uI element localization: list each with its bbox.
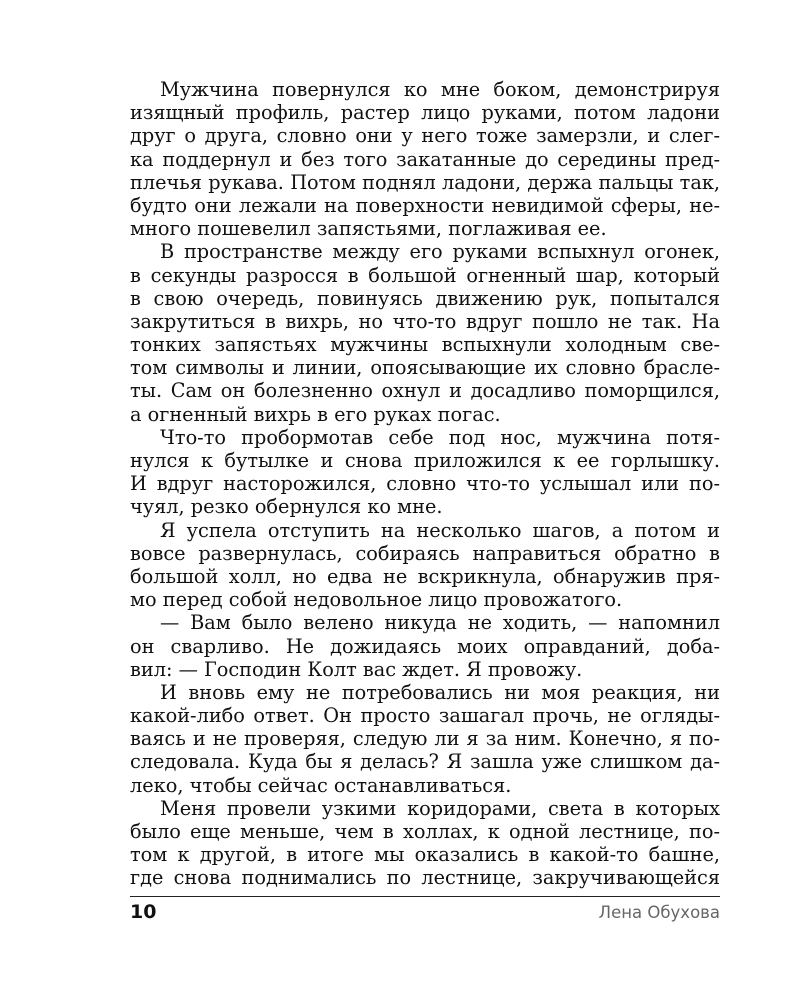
page-footer (130, 901, 720, 927)
paragraph (130, 681, 720, 797)
text-line: он сварливо. Не дожидаясь моих оправданий, доба- (130, 634, 720, 658)
text-line: И вновь ему не потребовались ни моя реакция, ни (160, 680, 720, 704)
text-line: Я успела отступить на несколько шагов, а потом и (160, 518, 720, 542)
running-footer-author: Лена Обухова (598, 903, 720, 922)
text-line: — Вам было велено никуда не ходить, — напомнил (160, 611, 720, 635)
text-line: следовала. Куда бы я делась? Я зашла уже слишком да- (130, 750, 720, 774)
text-line: чуял, резко обернулся ко мне. (130, 495, 443, 519)
text-line: И вдруг насторожился, словно что-то услышал или по- (130, 472, 720, 496)
text-line: изящный профиль, растер лицо руками, потом ладони (130, 101, 720, 125)
text-line: мо перед собой недовольное лицо провожатого. (130, 588, 623, 612)
text-line: вил: — Господин Колт вас ждет. Я провожу. (130, 657, 583, 681)
text-line: вовсе развернулась, собираясь направиться обратно в (130, 541, 720, 565)
text-line: том символы и линии, опоясывающие их словно брасле- (130, 356, 720, 380)
text-line: Меня провели узкими коридорами, света в которых (160, 796, 720, 820)
body-text (130, 78, 720, 890)
text-line: леко, чтобы сейчас останавливаться. (130, 773, 512, 797)
text-line: ты. Сам он болезненно охнул и досадливо поморщился, (130, 379, 720, 403)
text-line: В пространстве между его руками вспыхнул огонек, (160, 240, 720, 264)
paragraph (130, 611, 720, 681)
text-line: друг о друга, словно они у него тоже замерзли, и слег- (130, 124, 720, 148)
text-line: в секунды разросся в большой огненный шар, который (130, 263, 720, 287)
text-line: ваясь и не проверяя, следую ли я за ним. Конечно, я по- (130, 727, 720, 751)
text-line: где снова поднимались по лестнице, закручивающейся (130, 866, 720, 890)
text-line: тонких запястьях мужчины вспыхнули холодным све- (130, 333, 720, 357)
text-line: какой-либо ответ. Он просто зашагал прочь, не огляды- (130, 704, 720, 728)
text-line: много пошевелил запястьями, поглаживая ее. (130, 217, 607, 241)
paragraph (130, 240, 720, 426)
text-line: закрутиться в вихрь, но что-то вдруг пошло не так. На (130, 309, 720, 333)
paragraph (130, 78, 720, 240)
text-line: Что-то пробормотав себе под нос, мужчина потя- (160, 425, 720, 449)
text-line: большой холл, но едва не вскрикнула, обнаружив пря- (130, 564, 720, 588)
text-line: том к другой, в итоге мы оказались в какой-то башне, (130, 843, 720, 867)
text-line: плечья рукава. Потом поднял ладони, держа пальцы так, (130, 170, 720, 194)
paragraph (130, 426, 720, 519)
paragraph (130, 519, 720, 612)
text-line: а огненный вихрь в его руках погас. (130, 402, 501, 426)
text-line: было еще меньше, чем в холлах, к одной лестнице, по- (130, 820, 720, 843)
text-line: нулся к бутылке и снова приложился к ее горлышку. (130, 449, 720, 472)
footer-rule (130, 896, 720, 897)
page-number: 10 (130, 901, 157, 923)
text-line: Мужчина повернулся ко мне боком, демонстрируя (160, 78, 720, 101)
text-line: ка поддернул и без того закатанные до середины пред- (130, 147, 720, 171)
text-line: будто они лежали на поверхности невидимой сферы, не- (130, 193, 720, 217)
text-line: в свою очередь, повинуясь движению рук, попытался (130, 286, 720, 310)
paragraph (130, 797, 720, 890)
